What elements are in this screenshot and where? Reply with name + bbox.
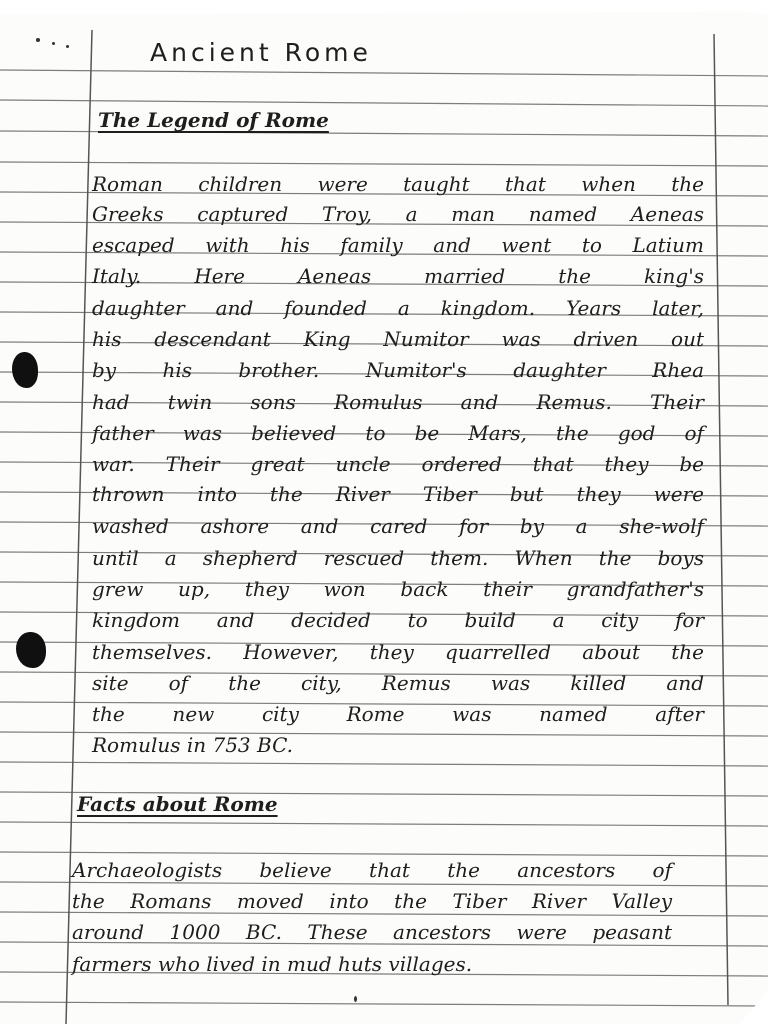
text-line: had twin sons Romulus and Remus. Their xyxy=(92,390,704,414)
ink-speck xyxy=(52,42,55,45)
text-line: his descendant King Numitor was driven out xyxy=(92,327,704,351)
ink-speck xyxy=(66,45,69,48)
text-line: father was believed to be Mars, the god of xyxy=(92,421,704,445)
text-line: Roman children were taught that when the xyxy=(92,172,704,196)
text-line: the Romans moved into the Tiber River Valley xyxy=(72,889,672,913)
text-line: until a shepherd rescued them. When the boys xyxy=(92,546,704,570)
ink-speck xyxy=(36,38,40,42)
section-heading-legend: The Legend of Rome xyxy=(98,108,329,132)
text-line: Archaeologists believe that the ancestors of xyxy=(72,858,672,882)
ink-speck xyxy=(354,996,357,1002)
text-line: themselves. However, they quarrelled about the xyxy=(92,640,704,664)
page-title: Ancient Rome xyxy=(150,38,372,67)
text-line: kingdom and decided to build a city for xyxy=(92,608,704,632)
text-line: daughter and founded a kingdom. Years later, xyxy=(92,296,704,320)
text-line: grew up, they won back their grandfather's xyxy=(92,577,704,601)
text-line: washed ashore and cared for by a she-wolf xyxy=(92,514,704,538)
section-heading-facts: Facts about Rome xyxy=(77,792,278,816)
text-line: by his brother. Numitor's daughter Rhea xyxy=(92,358,704,382)
text-line: the new city Rome was named after xyxy=(92,702,704,726)
punch-hole-shadow-lower xyxy=(16,632,46,668)
text-line: Romulus in 753 BC. xyxy=(92,733,294,757)
text-line: site of the city, Remus was killed and xyxy=(92,671,704,695)
text-line: Greeks captured Troy, a man named Aeneas xyxy=(92,202,704,226)
text-line: escaped with his family and went to Latium xyxy=(92,233,704,257)
text-line: thrown into the River Tiber but they were xyxy=(92,482,704,506)
text-line: Italy. Here Aeneas married the king's xyxy=(92,264,704,288)
text-line: around 1000 BC. These ancestors were peasant xyxy=(72,920,672,944)
punch-hole-shadow-upper xyxy=(12,352,38,388)
text-line: farmers who lived in mud huts villages. xyxy=(72,952,473,976)
text-line: war. Their great uncle ordered that they be xyxy=(92,452,704,476)
